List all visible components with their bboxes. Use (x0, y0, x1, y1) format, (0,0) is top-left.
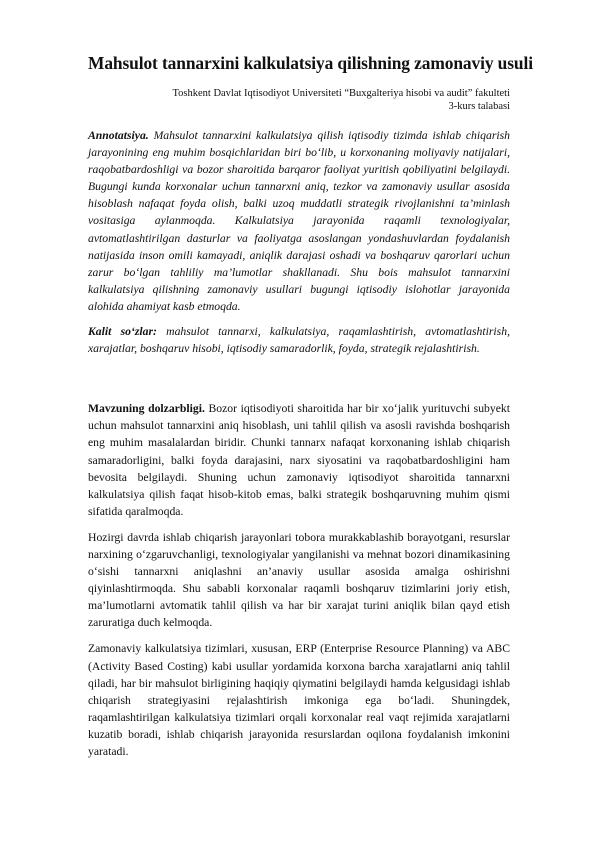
section-heading-relevance: Mavzuning dolzarbligi. (88, 402, 205, 416)
affiliation-university: Toshkent Davlat Iqtisodiyot Universiteti “Buxgalteriya hisobi va audit” fakulteti (172, 88, 510, 99)
author-affiliation (88, 87, 510, 113)
page-content (88, 52, 533, 760)
abstract-text: Mahsulot tannarxini kalkulatsiya qilish iqtisodiy tizimda ishlab chiqarish jarayonining eng muhim bosqichlaridan biri bo‘lib, u korxonaning moliyaviy natijalari, raqobatbardoshligi va bozor sharoitida barqaror faoliyat yuritish qobiliyatini belgilaydi. Bugungi kunda korxonalar uchun tannarxni aniq, tezkor va zamonaviy usullar asosida hisoblash nafaqat foyda olish, balki uzoq muddatli strategik rivojlanishni ta’minlash vositasiga aylanmoqda. Kalkulatsiya jarayonida raqamli texnologiyalar, avtomatlashtirilgan dasturlar va faoliyatga asoslangan yondashuvlardan foydalanish natijasida inson omili kamayadi, aniqlik darajasi oshadi va boshqaruv qarorlari uchun zarur bo‘lgan tahliliy ma’lumotlar shakllanadi. Shu bois mahsulot tannarxini kalkulatsiya qilishning zamonaviy usullari bugungi iqtisodiy islohotlar jarayonida alohida ahamiyat kasb etmoqda. (88, 129, 511, 313)
affiliation-student-year: 3-kurs talabasi (448, 101, 510, 112)
abstract-paragraph (88, 127, 510, 315)
keywords-label: Kalit so‘zlar: (88, 325, 157, 339)
keywords-paragraph (88, 323, 510, 357)
body-paragraph-3: Zamonaviy kalkulatsiya tizimlari, xususan, ERP (Enterprise Resource Planning) va ABC (Activity Based Costing) kabi usullar yordamida korxona barcha xarajatlarni aniq tahlil qiladi, har bir mahsulot birligining haqiqiy qiymatini belgilaydi hamda kelgusidagi ishlab chiqarish strategiyasini rejalashtirish imkoniga ega bo‘ladi. Shuningdek, raqamlashtirilgan kalkulatsiya tizimlari orqali korxonalar real vaqt rejimida xarajatlarni kuzatib boradi, ishlab chiqarish jarayonida resurslardan oqilona foydalanish imkonini yaratadi. (88, 642, 510, 758)
paper-title: Mahsulot tannarxini kalkulatsiya qilishning zamonaviy usuli (88, 53, 533, 73)
relevance-paragraph (88, 400, 510, 520)
keywords-text: mahsulot tannarxi, kalkulatsiya, raqamlashtirish, avtomatlashtirish, xarajatlar, boshqaruv hisobi, iqtisodiy samaradorlik, foyda, strategik rejalashtirish. (88, 325, 510, 356)
relevance-text: Bozor iqtisodiyoti sharoitida har bir xo‘jalik yurituvchi subyekt uchun mahsulot tannarxini aniq hisoblash, uni tahlil qilish va asosli ravishda boshqarish eng muhim masalalardan biridir. Chunki tannarx nafaqat korxonaning ishlab chiqarish samaradorligini, balki foyda darajasini, narx siyosatini va raqobatbardoshligini ham bevosita belgilaydi. Shuning uchun zamonaviy iqtisodiyot sharoitida tannarxni kalkulatsiya qilish faqat hisob-kitob emas, balki strategik boshqaruvning muhim qismi sifatida qaralmoqda. (88, 402, 510, 518)
abstract-label: Annotatsiya. (88, 129, 149, 142)
body-paragraph-2: Hozirgi davrda ishlab chiqarish jarayonlari tobora murakkablashib borayotgani, resurslar narxining o‘zgaruvchanligi, texnologiyalar yangilanishi va mehnat bozori dinamikasining o‘sishi tannarxni aniqlashni an’anaviy usullar asosida amalga oshirishni qiyinlashtirmoqda. Shu sababli korxonalar raqamli boshqaruv tizimlarini joriy etish, ma’lumotlarni avtomatik tahlil qilish va har bir xarajat turini aniqlik bilan qayd etish zaruratiga duch kelmoqda. (88, 530, 510, 630)
